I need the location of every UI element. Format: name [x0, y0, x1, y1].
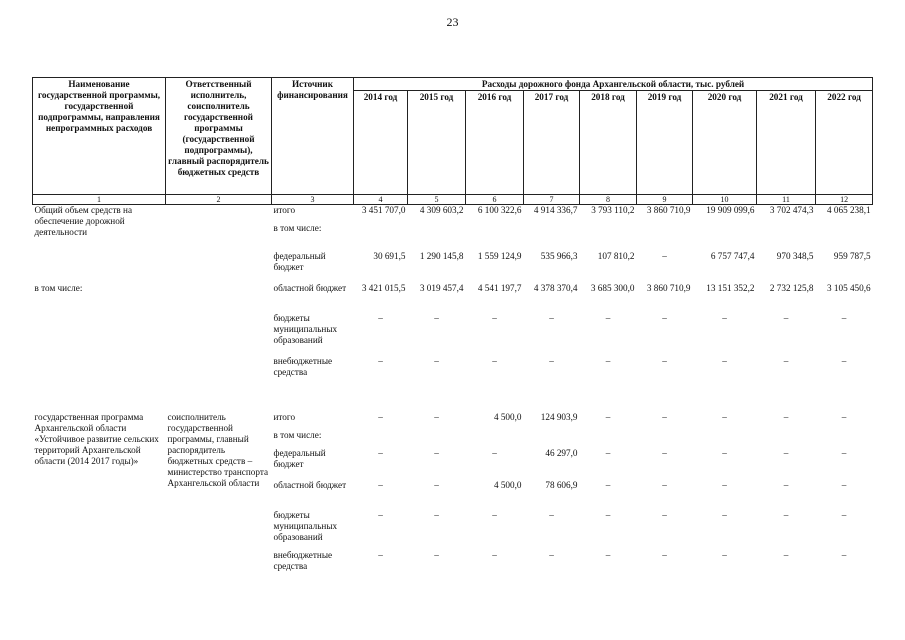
table-row [33, 313, 873, 356]
value-cell: – [549, 355, 554, 366]
value-cell: 1 559 124,9 [477, 250, 522, 261]
value-cell: 4 309 603,2 [419, 205, 464, 215]
value-cell: – [378, 479, 383, 490]
program-name: Общий объем средств на обеспечение дорожной деятельности [34, 205, 133, 237]
table-row [33, 510, 873, 550]
column-number: 6 [466, 195, 524, 205]
column-number: 1 [33, 195, 166, 205]
value-cell: 6 100 322,6 [477, 205, 522, 215]
header-year: 2015 год [408, 91, 466, 195]
value-cell: 19 909 099,6 [706, 205, 755, 215]
value-cell: – [662, 250, 667, 261]
value-cell: – [722, 411, 727, 422]
table-row [33, 412, 873, 430]
value-cell: 3 860 710,9 [646, 205, 691, 215]
value-cell: – [841, 355, 847, 366]
value-cell: – [841, 509, 847, 520]
funding-source: итого [273, 411, 296, 422]
value-cell: – [841, 411, 847, 422]
header-year: 2019 год [637, 91, 693, 195]
value-cell: – [662, 479, 667, 490]
value-cell: – [605, 355, 611, 366]
value-cell: – [605, 447, 611, 458]
value-cell: – [783, 411, 789, 422]
value-cell: – [722, 479, 727, 490]
value-cell: – [662, 411, 667, 422]
header-year: 2022 год [816, 91, 873, 195]
value-cell: – [662, 355, 667, 366]
value-cell: – [662, 447, 667, 458]
funding-source: внебюджетные средства [273, 355, 333, 377]
header-year: 2014 год [354, 91, 408, 195]
value-cell: 959 787,5 [833, 250, 871, 261]
value-cell: – [605, 411, 611, 422]
value-cell: – [722, 312, 727, 323]
value-cell: 107 810,2 [597, 250, 635, 261]
table-row [33, 283, 873, 313]
value-cell: 4 378 370,4 [533, 282, 578, 293]
funding-source: итого [273, 205, 296, 215]
column-number: 2 [166, 195, 272, 205]
value-cell: 46 297,0 [545, 447, 578, 458]
program-name: государственная программа Архангельской области «Устойчивое развитие сельских территорий Архангельской области (2014 2017 годы)» [34, 411, 159, 466]
funding-source: в том числе: [273, 222, 322, 233]
value-cell: 3 421 015,5 [361, 282, 406, 293]
value-cell: – [722, 509, 727, 520]
funding-source: областной бюджет [273, 479, 347, 490]
value-cell: – [549, 509, 554, 520]
value-cell: 3 019 457,4 [419, 282, 464, 293]
funding-source: бюджеты муниципальных образований [273, 312, 338, 345]
funding-source: бюджеты муниципальных образований [273, 509, 338, 542]
value-cell: – [783, 312, 789, 323]
value-cell: – [492, 549, 497, 560]
value-cell: 3 860 710,9 [646, 282, 691, 293]
value-cell: – [783, 549, 789, 560]
value-cell: – [549, 549, 554, 560]
value-cell: 30 691,5 [373, 250, 406, 261]
value-cell: 4 914 336,7 [533, 205, 578, 215]
value-cell: – [549, 312, 554, 323]
value-cell: 3 105 450,6 [826, 282, 871, 293]
funding-source: внебюджетные средства [273, 549, 333, 571]
value-cell: – [378, 312, 383, 323]
value-cell: – [662, 549, 667, 560]
header-year: 2021 год [757, 91, 816, 195]
value-cell: 2 732 125,8 [769, 282, 814, 293]
value-cell: – [783, 355, 789, 366]
value-cell: 970 348,5 [776, 250, 814, 261]
sub-label: в том числе: [34, 282, 83, 293]
value-cell: – [434, 355, 439, 366]
value-cell: – [722, 355, 727, 366]
header-year: 2017 год [524, 91, 580, 195]
value-cell: – [492, 312, 497, 323]
column-number: 4 [354, 195, 408, 205]
header-executor: Ответственный исполнитель, соисполнитель государственной программы (государственной подпрограммы), главный распорядитель бюджетных средств [166, 78, 272, 195]
value-cell: 3 685 300,0 [590, 282, 635, 293]
value-cell: – [434, 411, 439, 422]
value-cell: 3 451 707,0 [361, 205, 406, 215]
value-cell: – [434, 549, 439, 560]
value-cell: 4 500,0 [493, 411, 522, 422]
road-fund-expenses-table [32, 77, 873, 578]
table-row [33, 205, 873, 223]
value-cell: – [378, 355, 383, 366]
value-cell: – [378, 509, 383, 520]
funding-source: федеральный бюджет [273, 447, 326, 469]
value-cell: 535 966,3 [540, 250, 578, 261]
header-funding-source: Источник финансирования [272, 78, 354, 195]
column-number-row [33, 195, 873, 205]
value-cell: – [378, 447, 383, 458]
header-year: 2020 год [693, 91, 757, 195]
table-row [33, 356, 873, 386]
value-cell: – [722, 447, 727, 458]
value-cell: – [783, 479, 789, 490]
value-cell: 3 702 474,3 [769, 205, 814, 215]
header-road-fund-expenses: Расходы дорожного фонда Архангельской области, тыс. рублей [354, 78, 873, 91]
value-cell: – [434, 447, 439, 458]
value-cell: – [783, 509, 789, 520]
value-cell: – [492, 355, 497, 366]
value-cell: 13 151 352,2 [706, 282, 755, 293]
value-cell: 78 606,9 [545, 479, 578, 490]
header-program-name: Наименование государственной программы, государственной подпрограммы, направления непрограммных расходов [33, 78, 166, 195]
value-cell: – [492, 447, 497, 458]
value-cell: – [605, 479, 611, 490]
value-cell: – [841, 312, 847, 323]
value-cell: – [605, 509, 611, 520]
column-number: 3 [272, 195, 354, 205]
value-cell: – [434, 479, 439, 490]
value-cell: – [378, 411, 383, 422]
column-number: 12 [816, 195, 873, 205]
value-cell: 4 065 238,1 [826, 205, 871, 215]
page-number: 23 [446, 15, 459, 29]
header-year: 2016 год [466, 91, 524, 195]
value-cell: – [662, 509, 667, 520]
table-row [33, 480, 873, 510]
column-number: 11 [757, 195, 816, 205]
column-number: 9 [637, 195, 693, 205]
table-row [33, 550, 873, 578]
header-year: 2018 год [580, 91, 637, 195]
value-cell: – [722, 549, 727, 560]
column-number: 8 [580, 195, 637, 205]
column-number: 10 [693, 195, 757, 205]
value-cell: 4 500,0 [493, 479, 522, 490]
value-cell: – [841, 549, 847, 560]
value-cell: – [605, 312, 611, 323]
funding-source: федеральный бюджет [273, 250, 326, 272]
value-cell: – [605, 549, 611, 560]
value-cell: 124 903,9 [540, 411, 578, 422]
value-cell: – [492, 509, 497, 520]
value-cell: 3 793 110,2 [591, 205, 635, 215]
value-cell: – [841, 479, 847, 490]
funding-source: в том числе: [273, 429, 322, 440]
value-cell: – [783, 447, 789, 458]
value-cell: 6 757 747,4 [710, 250, 755, 261]
value-cell: – [841, 447, 847, 458]
value-cell: – [434, 312, 439, 323]
value-cell: 4 541 197,7 [477, 282, 522, 293]
funding-source: областной бюджет [273, 282, 347, 293]
value-cell: 1 290 145,8 [419, 250, 464, 261]
column-number: 5 [408, 195, 466, 205]
executor: соисполнитель государственной программы, главный распорядитель бюджетных средств – министерство транспорта Архангельской области [167, 411, 269, 488]
table-row [33, 251, 873, 283]
value-cell: – [434, 509, 439, 520]
value-cell: – [662, 312, 667, 323]
value-cell: – [378, 549, 383, 560]
column-number: 7 [524, 195, 580, 205]
